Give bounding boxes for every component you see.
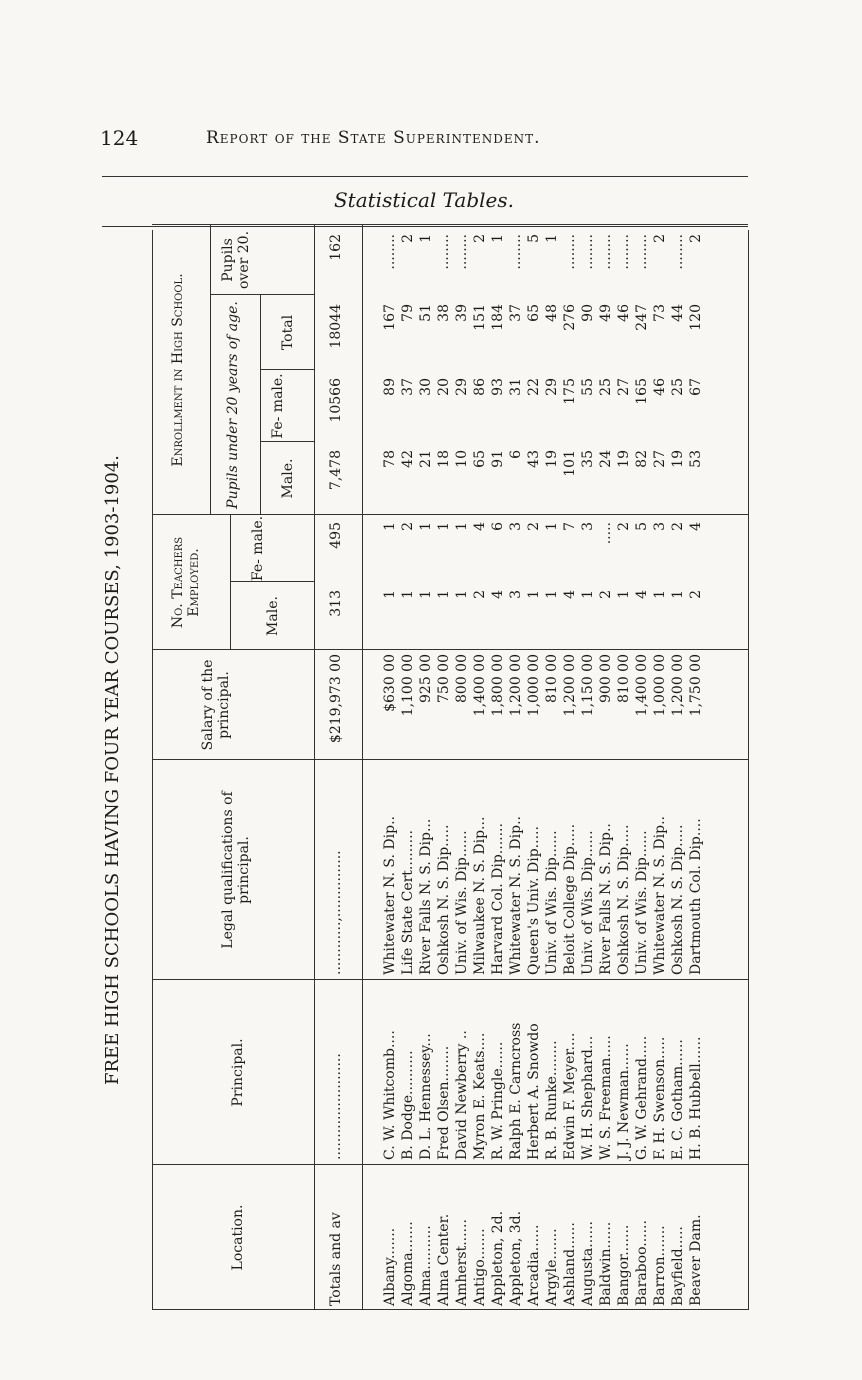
cell-p-t: 44 [670, 304, 686, 322]
cell-p-t: 151 [472, 304, 488, 331]
cell-p-t: 51 [418, 304, 434, 322]
table-row [400, 225, 416, 1310]
table-row [454, 225, 470, 1310]
cell-o20: ........ [634, 234, 650, 270]
cell-salary: 1,800 00 [490, 654, 506, 717]
cell-p-m: 18 [436, 450, 452, 468]
cell-principal: R. W. Pringle...... [490, 1041, 506, 1160]
cell-o20: 2 [652, 234, 668, 243]
frame-top [152, 230, 153, 1310]
cell-principal: David Newberry .. [454, 1030, 470, 1160]
cell-o20: ........ [598, 234, 614, 270]
cell-p-f: 20 [436, 378, 452, 396]
cell-t-f: 6 [490, 522, 506, 531]
cell-o20: ........ [580, 234, 596, 270]
cell-p-m: 21 [418, 450, 434, 468]
cell-o20: 2 [472, 234, 488, 243]
cell-t-f: 3 [580, 522, 596, 531]
table-row [436, 225, 452, 1310]
cell-p-m: 19 [670, 450, 686, 468]
cell-p-m: 82 [634, 450, 650, 468]
cell-principal: D. L. Hennessey... [418, 1033, 434, 1160]
cell-p-m: 35 [580, 450, 596, 468]
cell-location: Augusta...... [580, 1221, 596, 1306]
cell-t-m: 4 [634, 590, 650, 599]
cell-p-m: 43 [526, 450, 542, 468]
cell-t-f: 2 [616, 522, 632, 531]
cell-location: Ashland...... [562, 1222, 578, 1306]
cell-p-m: 78 [382, 450, 398, 468]
header-salary: Salary of the principal. [200, 659, 232, 751]
totals-p-male: 7,478 [328, 450, 344, 491]
cell-t-m: 2 [688, 590, 704, 599]
cell-p-f: 175 [562, 378, 578, 405]
cell-t-m: 1 [580, 590, 596, 599]
cell-p-f: 93 [490, 378, 506, 396]
cell-location: Bayfield..... [670, 1226, 686, 1306]
cell-t-f: 2 [670, 522, 686, 531]
totals-over20: 162 [328, 234, 344, 261]
cell-qual: Whitewater N. S. Dip.. [382, 816, 398, 975]
cell-t-m: 1 [418, 590, 434, 599]
cell-p-m: 10 [454, 450, 470, 468]
cell-location: Baldwin...... [598, 1221, 614, 1306]
header-enrollment: Enrollment in High School. [170, 273, 186, 467]
cell-p-f: 37 [400, 378, 416, 396]
cell-qual: Oshkosh N. S. Dip..... [616, 824, 632, 975]
cell-o20: ........ [562, 234, 578, 270]
totals-t-female: 495 [328, 522, 344, 549]
cell-o20: 2 [400, 234, 416, 243]
totals-rule [362, 225, 363, 1310]
cell-t-m: 1 [670, 590, 686, 599]
table-row [670, 225, 686, 1310]
cell-salary: 1,400 00 [472, 654, 488, 717]
cell-p-m: 53 [688, 450, 704, 468]
cell-p-f: 22 [526, 378, 542, 396]
cell-salary: 1,000 00 [526, 654, 542, 717]
cell-p-t: 46 [616, 304, 632, 322]
cell-p-f: 25 [598, 378, 614, 396]
cell-salary: 800 00 [454, 654, 470, 703]
cell-t-f: 1 [544, 522, 560, 531]
cell-salary: 1,200 00 [508, 654, 524, 717]
cell-location: Baraboo...... [634, 1220, 650, 1306]
cell-t-m: 1 [526, 590, 542, 599]
cell-location: Algoma....... [400, 1221, 416, 1306]
table-row [526, 225, 542, 1310]
totals-t-male: 313 [328, 590, 344, 617]
cell-salary: 1,150 00 [580, 654, 596, 717]
table-row [688, 225, 704, 1310]
rotated-table [100, 230, 780, 1310]
cell-salary: 1,200 00 [670, 654, 686, 717]
cell-location: Arcadia...... [526, 1224, 542, 1306]
cell-t-f: 2 [400, 522, 416, 531]
cell-o20: ........ [616, 234, 632, 270]
cell-p-f: 86 [472, 378, 488, 396]
cell-t-m: 2 [598, 590, 614, 599]
cell-t-m: 3 [508, 590, 524, 599]
cell-p-f: 27 [616, 378, 632, 396]
frame-bottom [748, 230, 749, 1310]
table-row [382, 225, 398, 1310]
cell-p-t: 65 [526, 304, 542, 322]
cell-location: Argyle....... [544, 1228, 560, 1306]
cell-t-f: 7 [562, 522, 578, 531]
cell-salary: 1,400 00 [634, 654, 650, 717]
cell-principal: H. B. Hubbell...... [688, 1036, 704, 1160]
cell-t-f: 1 [418, 522, 434, 531]
cell-t-m: 1 [544, 590, 560, 599]
cell-location: Albany....... [382, 1227, 398, 1306]
running-head: Report of the State Superintendent. [206, 128, 541, 148]
cell-principal: Herbert A. Snowdo [526, 1023, 542, 1160]
header-qualifications: Legal qualifications of principal. [220, 791, 252, 949]
header-p-total: Total [280, 314, 296, 351]
table-title: FREE HIGH SCHOOLS HAVING FOUR YEAR COURSES, 1903-1904. [102, 455, 123, 1085]
cell-qual: Harvard Col. Dip....... [490, 823, 506, 975]
cell-t-m: 1 [436, 590, 452, 599]
cell-principal: J. J. Newman...... [616, 1043, 632, 1160]
cell-salary: 750 00 [436, 654, 452, 703]
cell-t-f: 4 [688, 522, 704, 531]
cell-qual: Univ. of Wis. Dip...... [544, 830, 560, 975]
cell-principal: E. C. Gotham...... [670, 1039, 686, 1160]
cell-p-t: 167 [382, 304, 398, 331]
table-row [652, 225, 668, 1310]
cell-location: Bangor....... [616, 1224, 632, 1306]
cell-p-m: 19 [544, 450, 560, 468]
cell-salary: 810 00 [616, 654, 632, 703]
cell-principal: Fred Olsen........ [436, 1045, 452, 1160]
cell-p-t: 49 [598, 304, 614, 322]
table-row [616, 225, 632, 1310]
cell-principal: W. H. Shephard... [580, 1035, 596, 1160]
cell-location: Barron....... [652, 1225, 668, 1306]
cell-p-t: 38 [436, 304, 452, 322]
table-row [634, 225, 650, 1310]
totals-qual: ............,............... [328, 850, 344, 975]
page-number: 124 [100, 126, 139, 150]
cell-p-m: 24 [598, 450, 614, 468]
cell-t-f: 4 [472, 522, 488, 531]
cell-t-f: 2 [526, 522, 542, 531]
enroll-subrule [210, 225, 211, 515]
cell-qual: Whitewater N. S. Dip.. [652, 816, 668, 975]
cell-p-t: 276 [562, 304, 578, 331]
cell-qual: River Falls N. S. Dip.. [598, 823, 614, 975]
cell-t-f: 5 [634, 522, 650, 531]
cell-p-f: 31 [508, 378, 524, 396]
table-row [472, 225, 488, 1310]
cell-p-f: 29 [544, 378, 560, 396]
header-over20: Pupils over 20. [220, 230, 252, 290]
cell-qual: Oshkosh N. S. Dip..... [670, 824, 686, 975]
cell-p-f: 29 [454, 378, 470, 396]
cell-principal: B. Dodge.......... [400, 1050, 416, 1160]
header-principal: Principal. [230, 1038, 246, 1107]
teachers-subrule [230, 515, 231, 650]
cell-o20: 1 [544, 234, 560, 243]
header-p-female: Fe- male. [270, 373, 286, 439]
cell-t-m: 2 [472, 590, 488, 599]
cell-p-f: 30 [418, 378, 434, 396]
cell-qual: Life State Cert......... [400, 830, 416, 975]
cell-p-f: 165 [634, 378, 650, 405]
cell-qual: Oshkosh N. S. Dip..... [436, 824, 452, 975]
cell-o20: ........ [454, 234, 470, 270]
header-p-male: Male. [280, 458, 296, 499]
totals-salary: $219,973 00 [328, 654, 344, 744]
cell-p-t: 39 [454, 304, 470, 322]
cell-o20: ........ [436, 234, 452, 270]
cell-p-t: 184 [490, 304, 506, 331]
cell-o20: ........ [382, 234, 398, 270]
cell-qual: Queen's Univ. Dip..... [526, 826, 542, 975]
rule-top [102, 176, 748, 177]
cell-o20: 5 [526, 234, 542, 243]
cell-p-t: 247 [634, 304, 650, 331]
cell-o20: 2 [688, 234, 704, 243]
cell-qual: Beloit College Dip..... [562, 823, 578, 975]
cell-qual: Milwaukee N. S. Dip... [472, 816, 488, 975]
cell-p-f: 46 [652, 378, 668, 396]
header-location: Location. [230, 1204, 246, 1271]
totals-row [328, 225, 344, 1310]
header-teachers: No. Teachers Employed. [170, 536, 202, 629]
under20-subrule [260, 295, 261, 515]
cell-principal: Ralph E. Carncross [508, 1022, 524, 1160]
cell-p-m: 27 [652, 450, 668, 468]
cell-t-f: 1 [436, 522, 452, 531]
cell-t-m: 1 [652, 590, 668, 599]
cell-location: Alma.......... [418, 1225, 434, 1306]
cell-o20: 1 [418, 234, 434, 243]
cell-t-f: 1 [454, 522, 470, 531]
cell-t-m: 1 [616, 590, 632, 599]
cell-salary: 925 00 [418, 654, 434, 703]
cell-salary: 900 00 [598, 654, 614, 703]
cell-salary: $630 00 [382, 654, 398, 712]
cell-qual: Whitewater N. S. Dip.. [508, 816, 524, 975]
cell-location: Amherst...... [454, 1219, 470, 1306]
cell-p-f: 25 [670, 378, 686, 396]
cell-p-m: 91 [490, 450, 506, 468]
header-under20: Pupils under 20 years of age. [225, 301, 241, 509]
cell-p-f: 55 [580, 378, 596, 396]
cell-qual: Univ. of Wis. Dip...... [580, 830, 596, 975]
cell-p-m: 42 [400, 450, 416, 468]
cell-principal: C. W. Whitcomb.... [382, 1030, 398, 1160]
table-row [562, 225, 578, 1310]
cell-p-f: 67 [688, 378, 704, 396]
cell-p-t: 48 [544, 304, 560, 322]
cell-salary: 1,750 00 [688, 654, 704, 717]
table-row [490, 225, 506, 1310]
table-row [598, 225, 614, 1310]
cell-principal: Edwin F. Meyer.... [562, 1032, 578, 1160]
cell-t-f: 3 [652, 522, 668, 531]
table-row [544, 225, 560, 1310]
cell-t-f: ..... [598, 522, 614, 545]
cell-qual: River Falls N. S. Dip... [418, 818, 434, 975]
cell-t-f: 3 [508, 522, 524, 531]
cell-o20: ........ [670, 234, 686, 270]
header-t-male: Male. [265, 596, 281, 636]
cell-salary: 1,100 00 [400, 654, 416, 717]
cell-location: Beaver Dam. [688, 1214, 704, 1306]
cell-principal: W. S. Freeman..... [598, 1035, 614, 1160]
cell-location: Appleton, 3d. [508, 1210, 524, 1306]
cell-p-t: 120 [688, 304, 704, 331]
header-rule [314, 225, 315, 1310]
cell-p-m: 65 [472, 450, 488, 468]
cell-salary: 810 00 [544, 654, 560, 703]
table-row [580, 225, 596, 1310]
cell-t-f: 1 [382, 522, 398, 531]
cell-principal: G. W. Gehrand..... [634, 1035, 650, 1160]
cell-t-m: 1 [382, 590, 398, 599]
cell-principal: R. B. Runke........ [544, 1040, 560, 1160]
cell-t-m: 1 [454, 590, 470, 599]
subtitle: Statistical Tables. [333, 188, 515, 212]
totals-principal: ........................ [328, 1053, 344, 1160]
cell-t-m: 4 [562, 590, 578, 599]
cell-p-t: 73 [652, 304, 668, 322]
cell-p-m: 101 [562, 450, 578, 477]
cell-p-f: 89 [382, 378, 398, 396]
cell-salary: 1,000 00 [652, 654, 668, 717]
cell-location: Appleton, 2d. [490, 1210, 506, 1306]
cell-p-t: 79 [400, 304, 416, 322]
cell-p-t: 90 [580, 304, 596, 322]
cell-p-m: 19 [616, 450, 632, 468]
cell-qual: Univ. of Wis. Dip...... [634, 830, 650, 975]
cell-t-m: 1 [400, 590, 416, 599]
cell-location: Antigo....... [472, 1228, 488, 1306]
cell-p-m: 6 [508, 450, 524, 459]
cell-qual: Univ. of Wis. Dip...... [454, 830, 470, 975]
totals-p-total: 18044 [328, 304, 344, 349]
cell-salary: 1,200 00 [562, 654, 578, 717]
table-row [418, 225, 434, 1310]
cell-o20: 1 [490, 234, 506, 243]
totals-p-female: 10566 [328, 378, 344, 423]
cell-p-t: 37 [508, 304, 524, 322]
cell-t-m: 4 [490, 590, 506, 599]
header-t-female: Fe- male. [250, 515, 266, 582]
cell-principal: Myron E. Keats.... [472, 1032, 488, 1160]
cell-principal: F. H. Swenson..... [652, 1036, 668, 1160]
cell-qual: Dartmouth Col. Dip.... [688, 818, 704, 975]
totals-label: Totals and av [328, 1212, 344, 1306]
cell-location: Alma Center. [436, 1213, 452, 1306]
table-row [508, 225, 524, 1310]
cell-o20: ........ [508, 234, 524, 270]
